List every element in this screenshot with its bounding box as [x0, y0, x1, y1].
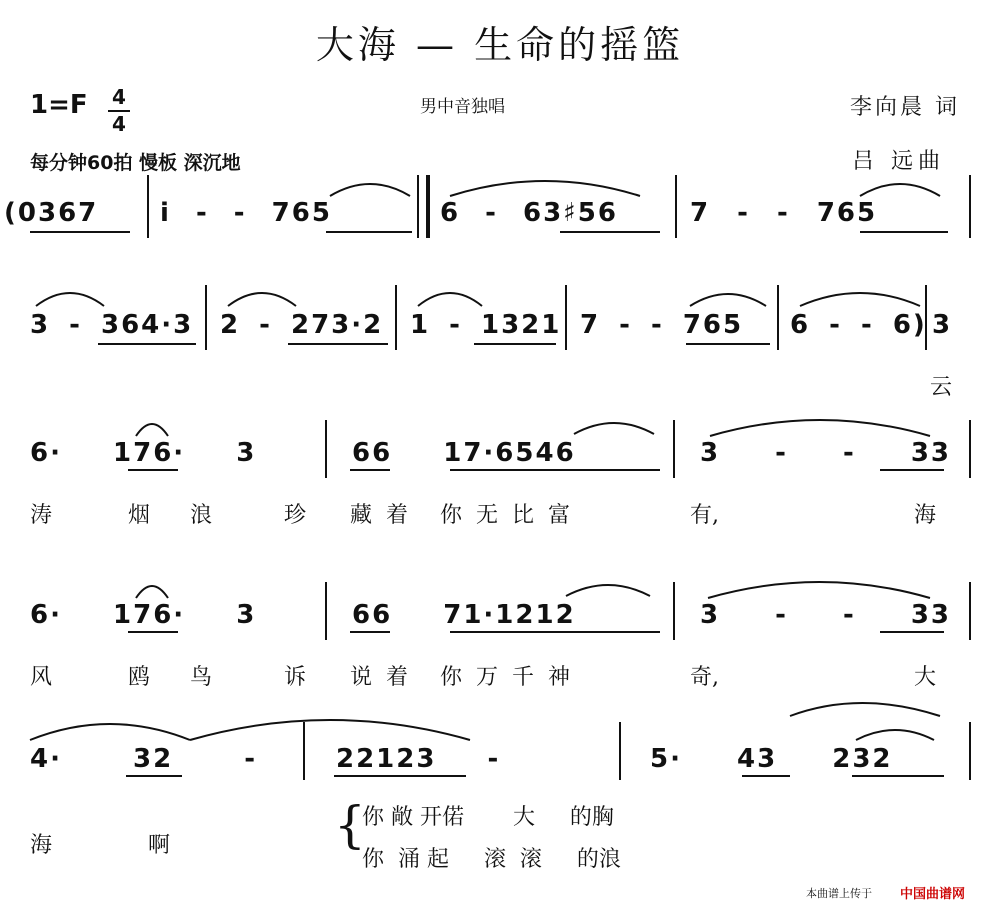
lyric-char: 海: [30, 833, 53, 858]
lyric-char: 有,: [690, 503, 719, 528]
slur: [136, 586, 168, 598]
lyric-char: 奇,: [690, 665, 719, 690]
lyric-char: 诉: [284, 665, 307, 690]
lyric-char: 风: [30, 665, 53, 690]
slur: [708, 582, 930, 598]
slur: [330, 184, 410, 196]
measure-notes: 3 - - 33: [700, 438, 952, 468]
lyric-char: 珍: [284, 503, 307, 528]
lyric-char: 你无比富: [440, 503, 585, 528]
slur: [690, 294, 766, 306]
measure-notes: 5· 43 232: [650, 744, 893, 774]
voice-part: 男中音独唱: [420, 97, 505, 117]
lyric-char: 涛: [30, 503, 53, 528]
lyric-char: 云: [930, 375, 953, 400]
slur: [856, 730, 934, 740]
slur: [228, 293, 296, 306]
slur: [790, 703, 940, 716]
lyricist: 李向晨 词: [850, 95, 960, 120]
lyric-char: 鸥: [128, 665, 151, 690]
lyric-char: 鸟: [190, 665, 213, 690]
lyric-verse-2: 你 涌 起 滚 滚 的浪: [362, 847, 621, 872]
tempo-marking: 每分钟60拍 慢板 深沉地: [30, 152, 241, 174]
key-signature: 1=F: [30, 90, 88, 120]
measure-notes: 4· 32 -: [30, 744, 258, 774]
slur: [860, 184, 940, 196]
measure-notes: 7 - - 765: [580, 310, 744, 340]
slur: [190, 720, 470, 740]
measure-notes: 3 - - 33: [700, 600, 952, 630]
measure-notes: 22123 -: [336, 744, 501, 774]
measure-notes: 66 17·6546: [352, 438, 576, 468]
slur: [710, 420, 930, 436]
measure-notes: 6 - - 6): [790, 310, 927, 340]
lyric-char: 说着: [350, 665, 423, 690]
measure-notes: 7 - - 765: [690, 198, 878, 228]
measure-notes: 6 - 63♯56: [440, 198, 618, 228]
page-title: 大海 — 生命的摇篮: [315, 23, 685, 67]
slur: [136, 424, 168, 436]
lyric-char: 啊: [148, 833, 171, 858]
site-logo: 中国曲谱网: [900, 887, 966, 902]
pickup-note: 3: [932, 310, 953, 340]
lyric-char: 浪: [190, 503, 213, 528]
composer: 吕 远曲: [852, 149, 945, 174]
measure-notes: i - - 765: [160, 198, 332, 228]
measure-notes: 6· 176· 3: [30, 600, 257, 630]
measure-notes: 66 71·1212: [352, 600, 576, 630]
time-numerator: 4: [112, 85, 126, 109]
measure-notes: 1 - 1321: [410, 310, 562, 340]
lyric-char: 藏着: [350, 503, 423, 528]
slur: [30, 724, 190, 740]
slur: [36, 293, 104, 306]
lyric-verse-1: 你 敞 开偌 大 的胸: [362, 805, 614, 830]
time-denominator: 4: [112, 112, 126, 136]
lyric-char: 烟: [128, 503, 151, 528]
slur: [566, 585, 650, 596]
measure-notes: 6· 176· 3: [30, 438, 257, 468]
lyric-char: 海: [914, 503, 937, 528]
measure-notes: 3 - 364·3: [30, 310, 194, 340]
slur: [800, 293, 920, 306]
verse-brace: {: [334, 796, 366, 854]
slur: [450, 181, 640, 196]
slur: [418, 293, 482, 306]
lyric-char: 大: [914, 665, 937, 690]
upload-credit: 本曲谱上传于: [806, 887, 872, 900]
measure-notes: 2 - 273·2: [220, 310, 384, 340]
slur: [574, 423, 654, 434]
lyric-char: 你万千神: [440, 665, 585, 690]
intro-notes: (0367: [4, 198, 99, 228]
